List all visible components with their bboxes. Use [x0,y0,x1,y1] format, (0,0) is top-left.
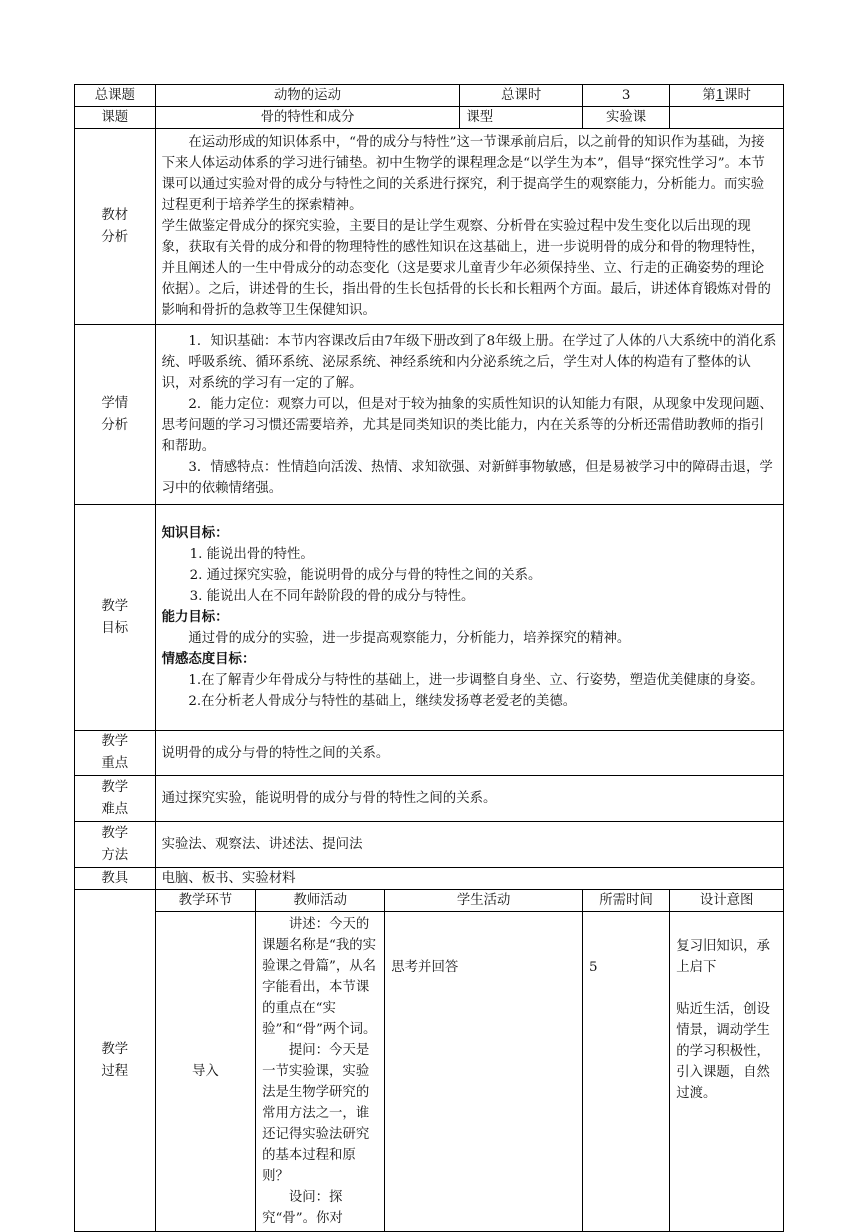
teacher-activity-p3: 设问：探究“骨”。你对 [262,1190,343,1226]
methods-content: 实验法、观察法、讲述法、提问法 [155,822,783,868]
col-header-stage: 教学环节 [155,890,255,912]
period-suffix: 课时 [724,88,751,103]
focus-content: 说明骨的成分与骨的特性之间的关系。 [155,731,783,776]
label-total-hours: 总课时 [460,85,583,107]
label-lesson: 课题 [75,107,156,129]
time-needed: 5 [582,912,669,1232]
tools-row [75,868,784,890]
students-paragraph-3: 3．情感特点：性情趋向活泼、热情、求知欲强、对新鲜事物敏感，但是易被学习中的障碍击退，学习中的依赖情绪强。 [161,459,773,496]
design-intent [670,912,784,1232]
lesson-plan-table [74,84,784,1232]
type-value: 实验课 [582,107,669,129]
students-content [155,325,783,505]
label-type: 课型 [460,107,583,129]
ability-objectives-title: 能力目标： [161,609,229,625]
emotion-objective-1: 1.在了解青少年骨成分与特性的基础上，进一步调整自身坐、立、行姿势，塑造优美健康的身姿。 [188,673,764,688]
empty-cell [670,107,784,129]
material-label: 教材 分析 [75,129,156,325]
col-header-student: 学生活动 [385,890,583,912]
period-cell [670,85,784,107]
difficulty-row [75,776,784,822]
material-content [155,129,783,325]
students-label: 学情 分析 [75,325,156,505]
process-label: 教学 过程 [75,890,156,1232]
process-row-intro [75,912,784,1232]
difficulty-content: 通过探究实验，能说明骨的成分与骨的特性之间的关系。 [155,776,783,822]
knowledge-objective-3: 3. 能说出人在不同年龄阶段的骨的成分与特性。 [189,589,475,604]
difficulty-label: 教学 难点 [75,776,156,822]
topic-value: 动物的运动 [155,85,460,107]
knowledge-objective-1: 1. 能说出骨的特性。 [189,547,314,562]
process-header-row [75,890,784,912]
knowledge-objective-2: 2. 通过探究实验，能说明骨的成分与骨的特性之间的关系。 [189,568,542,583]
col-header-teacher: 教师活动 [256,890,385,912]
period-prefix: 第 [702,88,716,103]
tools-label: 教具 [75,868,156,890]
student-analysis-row [75,325,784,505]
period-number: 1 [715,88,725,103]
design-intent-p1: 复习旧知识，承上启下 [676,939,770,975]
students-paragraph-1: 1．知识基础：本节内容课改后由7年级下册改到了8年级上册。在学过了人体的八大系统中的消化系统、呼吸系统、循环系统、泌尿系统、神经系统和内分泌系统之后，学生对人体的构造有了整体的认识，对系统的学习有一定的了解。 [161,333,777,391]
label-topic: 总课题 [75,85,156,107]
methods-row [75,822,784,868]
students-paragraph-2: 2．能力定位：观察力可以，但是对于较为抽象的实质性知识的认知能力有限，从现象中发现问题、思考问题的学习习惯还需要培养，尤其是同类知识的类比能力，内在关系等的分析还需借助教师的指引和帮助。 [161,396,773,454]
knowledge-objectives-title: 知识目标： [161,525,229,541]
objectives-row [75,505,784,731]
emotion-objectives-title: 情感态度目标： [161,651,256,667]
stage-intro: 导入 [155,912,255,1232]
methods-label: 教学 方法 [75,822,156,868]
header-row-topic [75,85,784,107]
col-header-time: 所需时间 [582,890,669,912]
design-intent-p2: 贴近生活，创设情景，调动学生的学习积极性，引入课题，自然过渡。 [676,1002,770,1101]
focus-row [75,731,784,776]
objectives-content [155,505,783,731]
emotion-objective-2: 2.在分析老人骨成分与特性的基础上，继续发扬尊老爱老的美德。 [188,694,577,709]
lesson-value: 骨的特性和成分 [155,107,460,129]
material-analysis-row [75,129,784,325]
objectives-label: 教学 目标 [75,505,156,731]
tools-content: 电脑、板书、实验材料 [155,868,783,890]
teacher-activity-p1: 讲述：今天的课题名称是“我的实验课之骨篇”，从名字能看出，本节课的重点在“实验”和“骨”两个词。 [262,917,377,1037]
header-row-lesson [75,107,784,129]
focus-label: 教学 重点 [75,731,156,776]
material-paragraph-2: 学生做鉴定骨成分的探究实验，主要目的是让学生观察、分析骨在实验过程中发生变化以后出现的现象，获取有关骨的成分和骨的物理特性的感性知识在这基础上，进一步说明骨的成分和骨的物理特性，并且阐述人的一生中骨成分的动态变化（这是要求儿童青少年必须保持坐、立、行走的正确姿势的理论依据）。之后，讲述骨的生长，指出骨的生长包括骨的长长和长粗两个方面。最后，讲述体育锻炼对骨的影响和骨折的急救等卫生保健知识。 [161,219,771,318]
teacher-activity-p2: 提问：今天是一节实验课，实验法是生物学研究的常用方法之一，谁还记得实验法研究的基本过程和原则？ [262,1043,370,1184]
teacher-activity [256,912,385,1232]
col-header-intent: 设计意图 [670,890,784,912]
total-hours-value: 3 [582,85,669,107]
material-paragraph-1: 在运动形成的知识体系中，“骨的成分与特性”这一节课承前启后，以之前骨的知识作为基础，为接下来人体运动体系的学习进行铺垫。初中生物学的课程理念是“以学生为本”，倡导“探究性学习”。本节课可以通过实验对骨的成分与特性之间的关系进行探究，利于提高学生的观察能力，分析能力。而实验过程更利于培养学生的探索精神。 [161,135,765,213]
ability-objective-1: 通过骨的成分的实验，进一步提高观察能力，分析能力，培养探究的精神。 [188,631,631,646]
student-activity: 思考并回答 [385,912,583,1232]
